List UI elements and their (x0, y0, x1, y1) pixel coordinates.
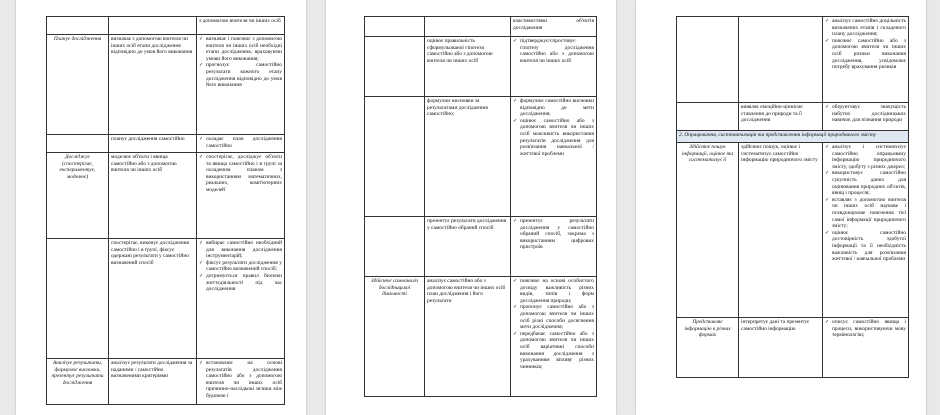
specific-outcomes-cell (511, 37, 597, 97)
outcome-group-cell (365, 97, 425, 217)
table-row (47, 153, 285, 239)
outcome-group-cell (47, 135, 109, 153)
outcome-item: ✓ використовує самостійно сукупність даних для оцінювання природних об'єктів, явищ і процесів; (825, 170, 906, 196)
general-outcome-cell: здійснює пошук, оцінює і систематизує самостійно інформацію природничого змісту (739, 143, 823, 318)
table-row (365, 277, 597, 397)
outcome-group-cell: Представляє інформацію в різних формах (677, 318, 739, 378)
outcome-group-cell: Здійснює самоаналіз дослідницької діяльності (365, 277, 425, 397)
outcome-item: ✓ аналізує і систематизує самостійно опрацьовану інформацію природничого змісту, здобуту з різних джерел; (825, 144, 906, 170)
outcomes-table-page-1 (46, 16, 285, 405)
outcome-group-cell: Досліджує (спостерігає, експериментує, моделює) (47, 153, 109, 239)
outcome-group-cell (365, 17, 425, 37)
outcome-item: ✓ описує самостійно явища і процеси, використовуючи мову термінологію; (825, 319, 906, 339)
table-row (47, 135, 285, 153)
outcome-item: властивостями об'єктів дослідження (513, 18, 594, 31)
general-outcome-cell: планує дослідження самостійно (109, 135, 197, 153)
document-page-2 (326, 0, 616, 415)
outcome-item: ✓ визначає і пояснює з допомогою вчителя чи інших осіб необхідні етапи дослідження, враховуючи умови його виконання; (199, 36, 282, 62)
table-row (47, 239, 285, 359)
outcome-group-cell: Здійснює пошук інформації, оцінює та систематизує її (677, 143, 739, 318)
general-outcome-cell: спостерігає, виконує дослідження самостійно і в групі, фіксує одержані результати у самостійно визначений спосіб (109, 239, 197, 359)
specific-outcomes-cell (823, 103, 909, 131)
table-row (677, 103, 909, 131)
outcome-item: ✓ пояснює на основі особистого досвіду важливість різних видів, типів і форм дослідження природи; (513, 278, 594, 304)
specific-outcomes-cell (197, 135, 285, 153)
general-outcome-cell: аналізує самостійно або з допомогою вчителя чи інших осіб план дослідження і його результати (425, 277, 511, 397)
outcomes-table-page-2 (364, 16, 597, 397)
general-outcome-cell: оцінює правильність сформульованої гіпотези самостійно або з допомогою вчителя чи інших осіб (425, 37, 511, 97)
general-outcome-cell (109, 17, 197, 35)
outcome-item: ✓ прогнозує самостійно результати кожного етапу дослідження відповідно до умов його виконання (199, 62, 282, 88)
outcome-item: ✓ обґрунтовує значущість набутих дослідницьких навичок для пізнання природи (825, 104, 906, 124)
table-row (677, 143, 909, 318)
table-row (365, 37, 597, 97)
general-outcome-cell: визначає з допомогою вчителя чи інших осіб етапи дослідження відповідно до умов його виконання (109, 35, 197, 135)
outcome-group-cell (677, 17, 739, 103)
specific-outcomes-cell (823, 17, 909, 103)
outcome-item: ✓ презентує результати дослідження у самостійно обраний спосіб, зокрема з використанням цифрових пристроїв (513, 218, 594, 251)
specific-outcomes-cell (511, 97, 597, 217)
outcome-item: ✓ фіксує результати дослідження у самостійно визначений спосіб; (199, 260, 282, 273)
specific-outcomes-cell (197, 35, 285, 135)
table-row (365, 17, 597, 37)
specific-outcomes-cell (511, 17, 597, 37)
general-outcome-cell: формулює висновки за результатами дослідження самостійно; (425, 97, 511, 217)
table-row (365, 97, 597, 217)
table-row (677, 131, 909, 143)
outcome-item: ✓ оцінює самостійно або з допомогою вчителя чи інших осіб можливість використання результатів дослідження для розв'язання навчальної / життєвої проблеми (513, 118, 594, 158)
outcome-item: ✓ передбачає самостійно або з допомогою вчителя чи інших осіб варіативні способи виконання дослідження з урахуванням впливу різних чинників; (513, 331, 594, 371)
outcome-group-cell (365, 217, 425, 277)
general-outcome-cell: виявляє емоційно-ціннісне ставлення до природи та її дослідження (739, 103, 823, 131)
outcome-item: ✓ вибирає самостійно необхідний для виконання дослідження інструментарій; (199, 240, 282, 260)
specific-outcomes-cell (197, 359, 285, 405)
outcome-item: ✓ пропонує самостійно або з допомогою вчителя чи інших осіб різні способи досягнення мети дослідження; (513, 304, 594, 330)
specific-outcomes-cell (197, 153, 285, 239)
table-row (677, 17, 909, 103)
outcome-group-cell: Планує дослідження (47, 35, 109, 135)
general-outcome-cell: моделює об'єкти і явища самостійно або з допомогою вчителя чи інших осіб (109, 153, 197, 239)
table-row (47, 359, 285, 405)
specific-outcomes-cell (197, 239, 285, 359)
specific-outcomes-cell (511, 217, 597, 277)
general-outcome-cell (425, 17, 511, 37)
outcome-group-cell (677, 103, 739, 131)
general-outcome-cell: презентує результати дослідження у самостійно обраний спосіб (425, 217, 511, 277)
general-outcome-cell: інтерпретує дані та презентує самостійно інформацію (739, 318, 823, 378)
general-outcome-cell: аналізує результати дослідження за наданими / самостійно визначеними критеріями (109, 359, 197, 405)
outcome-group-cell (47, 239, 109, 359)
outcome-item: з допомогою вчителя чи інших осіб (199, 18, 281, 24)
outcome-group-cell: Аналізує результати, формулює висновки, презентує результати дослідження (47, 359, 109, 405)
section-heading: 2. Опрацювання, систематизація та представлення інформації природничого змісту (677, 131, 909, 143)
outcome-item: ✓ пояснює самостійно або з допомогою вчителя чи інших осіб ризики виконання дослідження, усвідомлює потребу врахування ризиків (825, 38, 906, 71)
table-row (47, 35, 285, 135)
outcome-item: ✓ оцінює самостійно достовірність здобутої інформації та її необхідність важливість для розв'язання життєвої / навчальної проблеми (825, 230, 906, 263)
specific-outcomes-cell (511, 277, 597, 397)
outcome-item: ✓ аналізує самостійно доцільність визначених етапів і складеного плану дослідження; (825, 18, 906, 38)
outcome-item: ✓ складає план дослідження самостійно (199, 136, 282, 149)
outcome-item: ✓ встановлює на основі результатів дослідження самостійно або з допомогою вчителя чи інших осіб причинно-наслідкові зв'язки між будовою і (199, 360, 282, 400)
outcomes-table-page-3 (676, 16, 909, 378)
specific-outcomes-cell (197, 17, 285, 35)
outcome-item: ✓ вставляє з допомогою вчителя чи інших осіб наукове і псевдонаукове пояснення тієї самої інформації природничого змісту; (825, 197, 906, 230)
general-outcome-cell (739, 17, 823, 103)
specific-outcomes-cell (823, 143, 909, 318)
outcome-item: ✓ дотримується правил безпеки життєдіяльності під час дослідження (199, 273, 282, 293)
table-row (677, 318, 909, 378)
outcome-item: ✓ спостерігає, досліджує об'єкти та явища самостійно і в групі за складеним планом з використанням математичних, реальних, комп'ютерних моделей (199, 154, 282, 194)
document-page-3 (636, 0, 926, 415)
specific-outcomes-cell (823, 318, 909, 378)
table-row (365, 217, 597, 277)
outcome-group-cell (365, 37, 425, 97)
outcome-group-cell (47, 17, 109, 35)
document-page-1 (16, 0, 306, 415)
table-row (47, 17, 285, 35)
outcome-item: ✓ підтверджує/спростовує гіпотезу дослідження самостійно або з допомогою вчителя чи інших осіб (513, 38, 594, 64)
outcome-item: ✓ формулює самостійно висновки відповідно до мети дослідження; (513, 98, 594, 118)
